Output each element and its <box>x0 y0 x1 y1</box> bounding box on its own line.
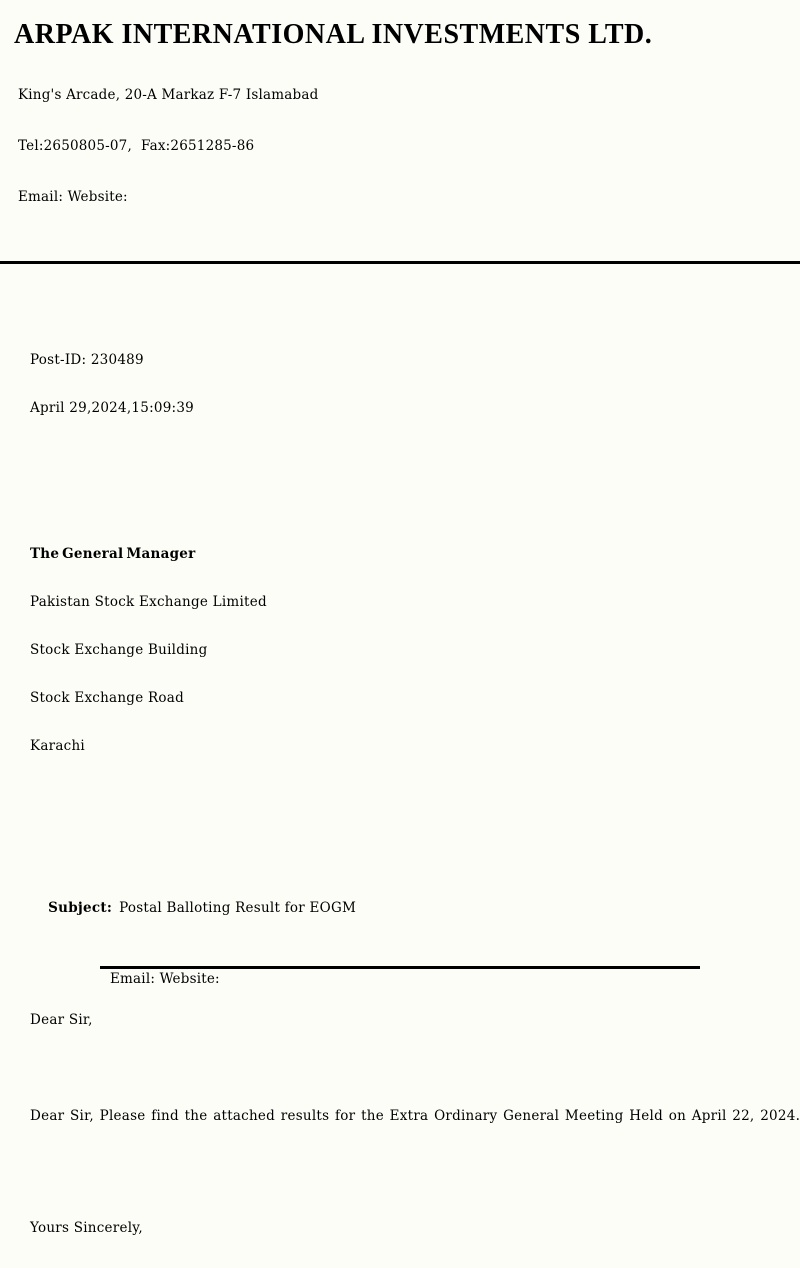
letterhead-address: King's Arcade, 20-A Markaz F-7 Islamabad <box>18 87 319 103</box>
subject-label: Subject: <box>48 900 113 916</box>
post-id: Post-ID: 230489 <box>30 352 144 368</box>
meta-block <box>30 320 800 448</box>
date-time: April 29,2024,15:09:39 <box>30 400 195 416</box>
footer <box>100 966 700 987</box>
footer-email-website: Email: Website: <box>110 971 220 987</box>
recipient-title: The General Manager <box>30 546 196 562</box>
recipient-line: Stock Exchange Building <box>30 642 208 658</box>
subject-line <box>30 884 800 932</box>
salutation: Dear Sir, <box>30 1012 93 1028</box>
recipient-line: Stock Exchange Road <box>30 690 184 706</box>
letterhead-contact <box>14 53 800 240</box>
letter-body <box>0 264 800 1268</box>
letterhead-phone-fax: Tel:2650805-07, Fax:2651285-86 <box>18 138 255 154</box>
letterhead-email-website: Email: Website: <box>18 189 128 205</box>
letterhead <box>0 0 800 240</box>
subject-text: Postal Balloting Result for EOGM <box>119 900 357 916</box>
recipient-line: Karachi <box>30 738 85 754</box>
recipient-line: Pakistan Stock Exchange Limited <box>30 594 267 610</box>
company-name: ARPAK INTERNATIONAL INVESTMENTS LTD. <box>14 19 653 50</box>
recipient-block <box>30 514 800 786</box>
body-paragraph: Dear Sir, Please find the attached results for the Extra Ordinary General Meeting Held on April 22, 2024. <box>30 1108 800 1124</box>
closing: Yours Sincerely, <box>30 1220 143 1236</box>
